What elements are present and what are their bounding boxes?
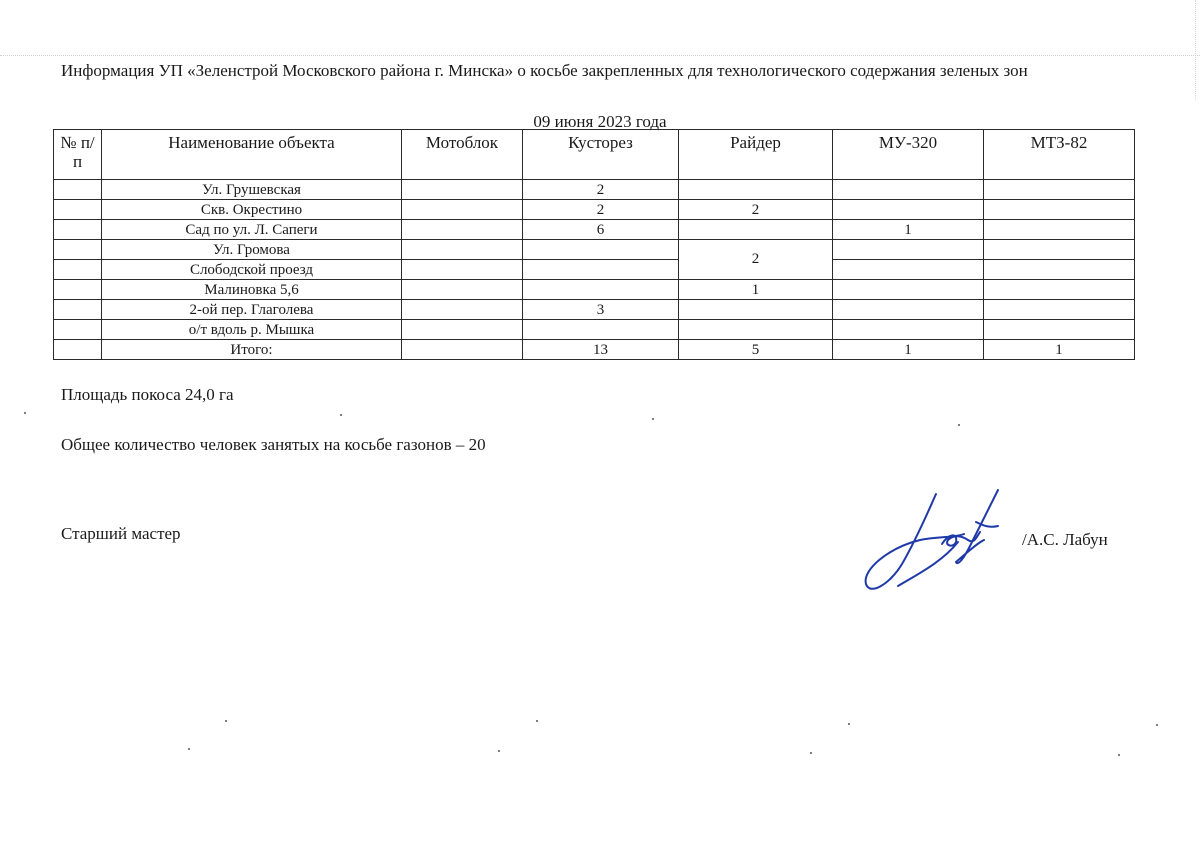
cell-mtz82 xyxy=(984,280,1135,300)
cell-mu320 xyxy=(833,320,984,340)
table-row xyxy=(54,260,1135,280)
cell-object: о/т вдоль р. Мышка xyxy=(102,320,402,340)
cell-num xyxy=(54,320,102,340)
cell-num xyxy=(54,180,102,200)
cell-raider xyxy=(679,320,833,340)
cell-motoblok xyxy=(402,320,523,340)
cell-raider: 2 xyxy=(679,200,833,220)
header-object: Наименование объекта xyxy=(102,130,402,180)
cell-motoblok xyxy=(402,220,523,240)
mowing-table xyxy=(53,129,1135,360)
cell-kustorez xyxy=(523,260,679,280)
cell-mu320 xyxy=(833,260,984,280)
page-top-dotted-line xyxy=(0,55,1200,56)
cell-num xyxy=(54,280,102,300)
cell-kustorez: 2 xyxy=(523,200,679,220)
cell-mu320 xyxy=(833,280,984,300)
handwritten-signature xyxy=(858,482,1018,600)
cell-motoblok xyxy=(402,260,523,280)
cell-mtz82 xyxy=(984,260,1135,280)
page-edge-mark xyxy=(1195,0,1196,100)
table-row xyxy=(54,280,1135,300)
people-count-text: Общее количество человек занятых на косьбе газонов – 20 xyxy=(61,435,486,454)
cell-raider xyxy=(679,300,833,320)
cell-kustorez xyxy=(523,320,679,340)
mowing-area-text: Площадь покоса 24,0 га xyxy=(61,385,234,404)
document-title: Информация УП «Зеленстрой Московского района г. Минска» о косьбе закрепленных для технологического содержания зеленых зон xyxy=(61,61,1028,80)
cell-raider-merged: 2 xyxy=(679,240,833,280)
table-row xyxy=(54,220,1135,240)
cell-mu320 xyxy=(833,300,984,320)
cell-mu320 xyxy=(833,240,984,260)
cell-motoblok xyxy=(402,280,523,300)
cell-object: 2-ой пер. Глаголева xyxy=(102,300,402,320)
document-date: 09 июня 2023 года xyxy=(533,112,667,131)
table-row xyxy=(54,320,1135,340)
cell-kustorez xyxy=(523,280,679,300)
total-raider: 5 xyxy=(679,340,833,360)
cell-kustorez xyxy=(523,240,679,260)
signatory-role: Старший мастер xyxy=(61,524,181,543)
cell-mtz82 xyxy=(984,320,1135,340)
header-num: № п/п xyxy=(54,130,102,180)
cell-object: Ул. Грушевская xyxy=(102,180,402,200)
cell-mtz82 xyxy=(984,200,1135,220)
cell-num xyxy=(54,300,102,320)
total-label: Итого: xyxy=(102,340,402,360)
cell-mtz82 xyxy=(984,220,1135,240)
cell-motoblok xyxy=(402,240,523,260)
cell-mu320 xyxy=(833,200,984,220)
cell-num xyxy=(54,240,102,260)
cell-kustorez: 2 xyxy=(523,180,679,200)
cell-motoblok xyxy=(402,300,523,320)
cell-raider xyxy=(679,220,833,240)
header-mtz82: МТЗ-82 xyxy=(984,130,1135,180)
cell-object: Скв. Окрестино xyxy=(102,200,402,220)
cell-object: Малиновка 5,6 xyxy=(102,280,402,300)
header-kustorez: Кусторез xyxy=(523,130,679,180)
cell-object: Слободской проезд xyxy=(102,260,402,280)
cell-motoblok xyxy=(402,180,523,200)
table-header-row xyxy=(54,130,1135,180)
cell-object: Ул. Громова xyxy=(102,240,402,260)
cell-mu320 xyxy=(833,180,984,200)
cell-num xyxy=(54,220,102,240)
cell-raider: 1 xyxy=(679,280,833,300)
cell-num xyxy=(54,260,102,280)
cell-kustorez: 3 xyxy=(523,300,679,320)
cell-motoblok xyxy=(402,200,523,220)
total-motoblok xyxy=(402,340,523,360)
table-row xyxy=(54,240,1135,260)
table-row xyxy=(54,200,1135,220)
total-num xyxy=(54,340,102,360)
cell-object: Сад по ул. Л. Сапеги xyxy=(102,220,402,240)
total-mtz82: 1 xyxy=(984,340,1135,360)
table-row xyxy=(54,180,1135,200)
signatory-name: /А.С. Лабун xyxy=(1022,530,1108,549)
total-mu320: 1 xyxy=(833,340,984,360)
cell-num xyxy=(54,200,102,220)
total-kustorez: 13 xyxy=(523,340,679,360)
cell-mtz82 xyxy=(984,240,1135,260)
header-raider: Райдер xyxy=(679,130,833,180)
cell-raider xyxy=(679,180,833,200)
cell-kustorez: 6 xyxy=(523,220,679,240)
cell-mu320: 1 xyxy=(833,220,984,240)
cell-mtz82 xyxy=(984,180,1135,200)
table-total-row xyxy=(54,340,1135,360)
header-mu320: МУ-320 xyxy=(833,130,984,180)
table-row xyxy=(54,300,1135,320)
cell-mtz82 xyxy=(984,300,1135,320)
header-motoblok: Мотоблок xyxy=(402,130,523,180)
